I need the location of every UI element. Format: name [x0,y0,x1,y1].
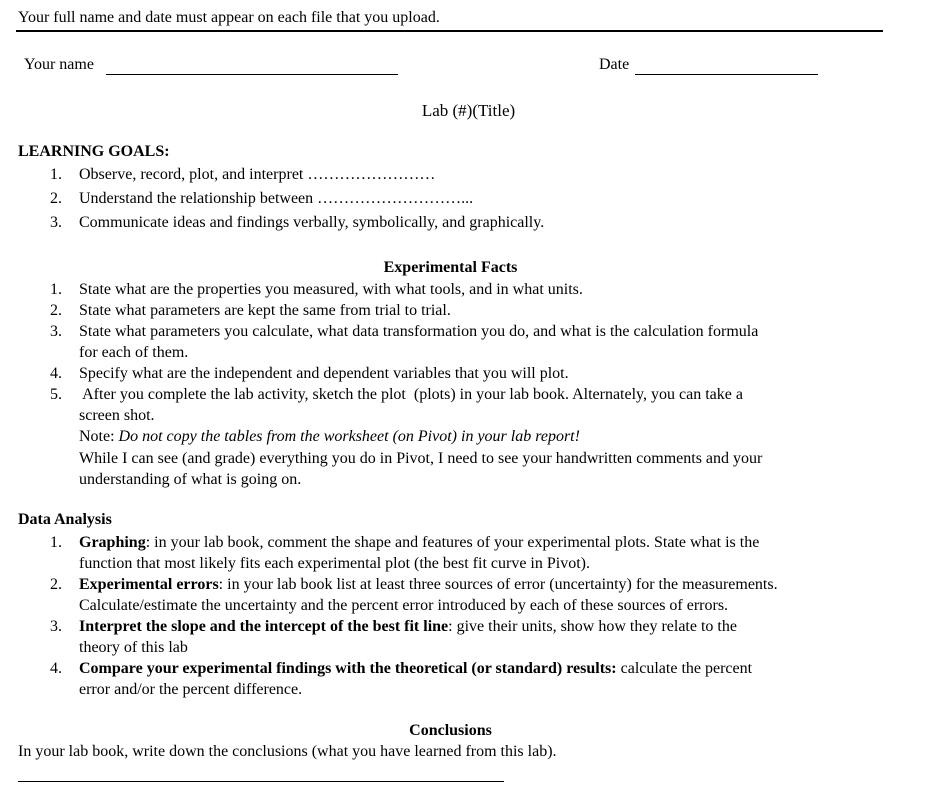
analysis-number: 2. [50,576,62,593]
lab-title: Lab (#)(Title) [421,101,516,120]
data-analysis-heading: Data Analysis [18,511,112,528]
analysis-number: 4. [50,660,62,677]
analysis-number: 1. [50,534,62,551]
note-prefix: Note: [79,428,119,445]
fact-item-continuation: for each of them. [79,344,189,361]
fact-item: State what parameters are kept the same from trial to trial. [79,302,451,319]
upload-notice: Your full name and date must appear on each file that you upload. [18,9,440,26]
fact-item-continuation: screen shot. [79,407,155,424]
goal-item: Communicate ideas and findings verbally, symbolically, and graphically. [79,214,545,231]
analysis-item-text: : give their units, show how they relate to the [448,618,737,635]
note-line: understanding of what is going on. [79,471,302,488]
analysis-item [79,658,752,679]
analysis-item [79,532,759,553]
learning-goals-heading: LEARNING GOALS: [18,143,170,160]
fact-number: 3. [50,323,62,340]
fact-item: State what parameters you calculate, what data transformation you do, and what is the calculation formula [79,323,759,340]
date-fill-line[interactable] [635,74,818,75]
goal-number: 1. [50,166,62,183]
conclusions-text: In your lab book, write down the conclusions (what you have learned from this lab). [18,743,557,760]
fact-number: 1. [50,281,62,298]
note-line: While I can see (and grade) everything you do in Pivot, I need to see your handwritten comments and your [79,450,763,467]
fact-number: 5. [50,386,62,403]
conclusions-heading: Conclusions [409,722,492,739]
analysis-item-text: : in your lab book list at least three sources of error (uncertainty) for the measurements. [218,576,778,593]
goal-item: Understand the relationship between ………………………... [79,190,474,207]
analysis-number: 3. [50,618,62,635]
goal-number: 2. [50,190,62,207]
analysis-item-continuation: error and/or the percent difference. [79,681,303,698]
worksheet-note [79,426,580,447]
analysis-item [79,574,778,595]
analysis-item-continuation: theory of this lab [79,639,188,656]
fact-item: Specify what are the independent and dependent variables that you will plot. [79,365,569,382]
analysis-item-title: Experimental errors [79,576,219,593]
fact-number: 4. [50,365,62,382]
experimental-facts-heading: Experimental Facts [383,259,518,276]
fact-item: State what are the properties you measured, with what tools, and in what units. [79,281,583,298]
goal-item: Observe, record, plot, and interpret …………………… [79,166,436,183]
analysis-item-title: Graphing [79,534,146,551]
date-label: Date [599,56,630,73]
analysis-item-text: calculate the percent [616,660,753,677]
note-warning: Do not copy the tables from the worksheet (on Pivot) in your lab report! [118,428,580,445]
fact-item: After you complete the lab activity, sketch the plot (plots) in your lab book. Alternately, you can take a [79,386,743,403]
analysis-item-title: Compare your experimental findings with the theoretical (or standard) results: [79,660,617,677]
analysis-item [79,616,737,637]
analysis-item-continuation: function that most likely fits each experimental plot (the best fit curve in Pivot). [79,555,590,572]
analysis-item-title: Interpret the slope and the intercept of the best fit line [79,618,449,635]
name-fill-line[interactable] [106,74,398,75]
signature-fill-line[interactable] [18,781,504,782]
header-divider [16,30,883,32]
fact-number: 2. [50,302,62,319]
name-label: Your name [24,56,94,73]
analysis-item-text: : in your lab book, comment the shape and features of your experimental plots. State what is the [145,534,760,551]
analysis-item-continuation: Calculate/estimate the uncertainty and the percent error introduced by each of these sources of errors. [79,597,729,614]
goal-number: 3. [50,214,62,231]
